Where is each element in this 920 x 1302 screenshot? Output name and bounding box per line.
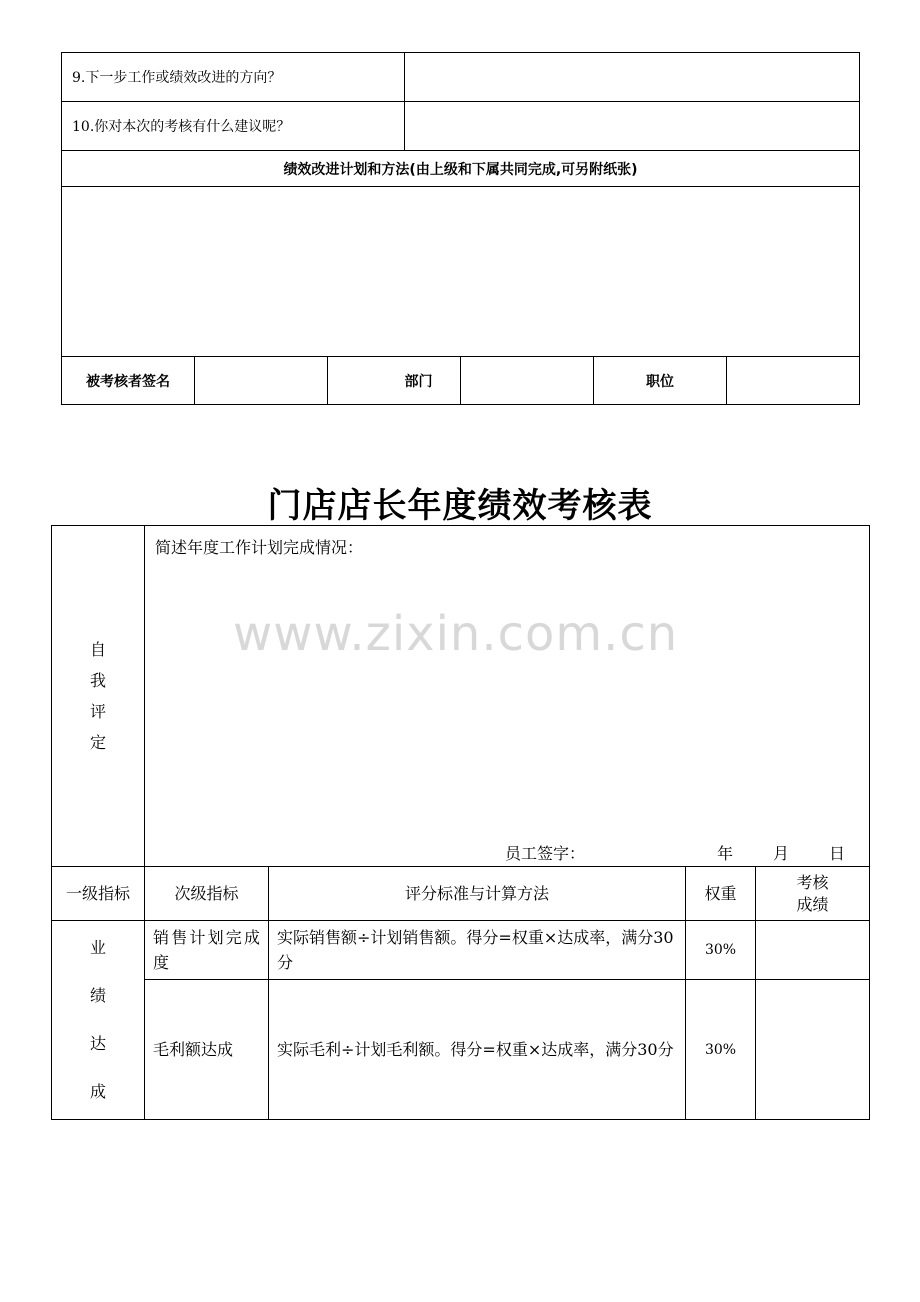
self-eval-char: 我: [89, 671, 106, 690]
improvement-form-table: [61, 52, 860, 405]
self-eval-char: 定: [89, 733, 106, 752]
page-title: 门店店长年度绩效考核表: [267, 486, 653, 526]
metric-criteria: 实际毛利÷计划毛利额。得分=权重×达成率，满分30分: [269, 980, 686, 1120]
year-label: 年: [717, 844, 734, 863]
improvement-plan-header: 绩效改进计划和方法(由上级和下属共同完成,可另附纸张): [62, 151, 860, 187]
group-char: 业: [89, 938, 106, 957]
header-weight: 权重: [686, 867, 756, 921]
question-10-label: 10.你对本次的考核有什么建议呢？: [62, 102, 405, 151]
self-eval-label: [52, 526, 145, 867]
watermark: www.zixin.com.cn: [233, 606, 679, 662]
signature-label: 被考核者签名: [62, 357, 195, 405]
position-field[interactable]: [727, 357, 860, 405]
header-level1: 一级指标: [52, 867, 145, 921]
self-eval-char: 评: [89, 702, 106, 721]
metric-name: 销售计划完成度: [145, 921, 269, 980]
employee-sign-line: [505, 841, 846, 864]
header-criteria: 评分标准与计算方法: [269, 867, 686, 921]
header-score: [756, 867, 870, 921]
department-field[interactable]: [461, 357, 594, 405]
question-9-answer[interactable]: [405, 53, 860, 102]
position-label: 职位: [594, 357, 727, 405]
assessment-table: [51, 525, 870, 1120]
header-score-line1: 考核: [796, 872, 829, 892]
day-label: 日: [829, 844, 846, 863]
question-10-answer[interactable]: [405, 102, 860, 151]
group-char: 绩: [89, 986, 106, 1005]
self-eval-prompt: 简述年度工作计划完成情况：: [155, 538, 364, 557]
metric-criteria: 实际销售额÷计划销售额。得分=权重×达成率，满分30分: [269, 921, 686, 980]
month-label: 月: [773, 844, 790, 863]
metric-score[interactable]: [756, 921, 870, 980]
metric-score[interactable]: [756, 980, 870, 1120]
metric-weight: 30%: [686, 980, 756, 1120]
signature-field[interactable]: [195, 357, 328, 405]
group-char: 达: [89, 1034, 106, 1053]
header-level2: 次级指标: [145, 867, 269, 921]
metric-name: 毛利额达成: [145, 980, 269, 1120]
question-9-label: 9.下一步工作或绩效改进的方向？: [62, 53, 405, 102]
group-char: 成: [89, 1082, 106, 1101]
metric-weight: 30%: [686, 921, 756, 980]
header-score-line2: 成绩: [796, 894, 829, 914]
employee-sign-label: 员工签字：: [505, 844, 586, 863]
department-label: 部门: [405, 357, 461, 405]
department-label-left: [328, 357, 405, 405]
self-eval-char: 自: [89, 640, 106, 659]
self-eval-area[interactable]: [145, 526, 870, 867]
improvement-plan-area[interactable]: [62, 187, 860, 357]
group-label: [52, 921, 145, 1120]
